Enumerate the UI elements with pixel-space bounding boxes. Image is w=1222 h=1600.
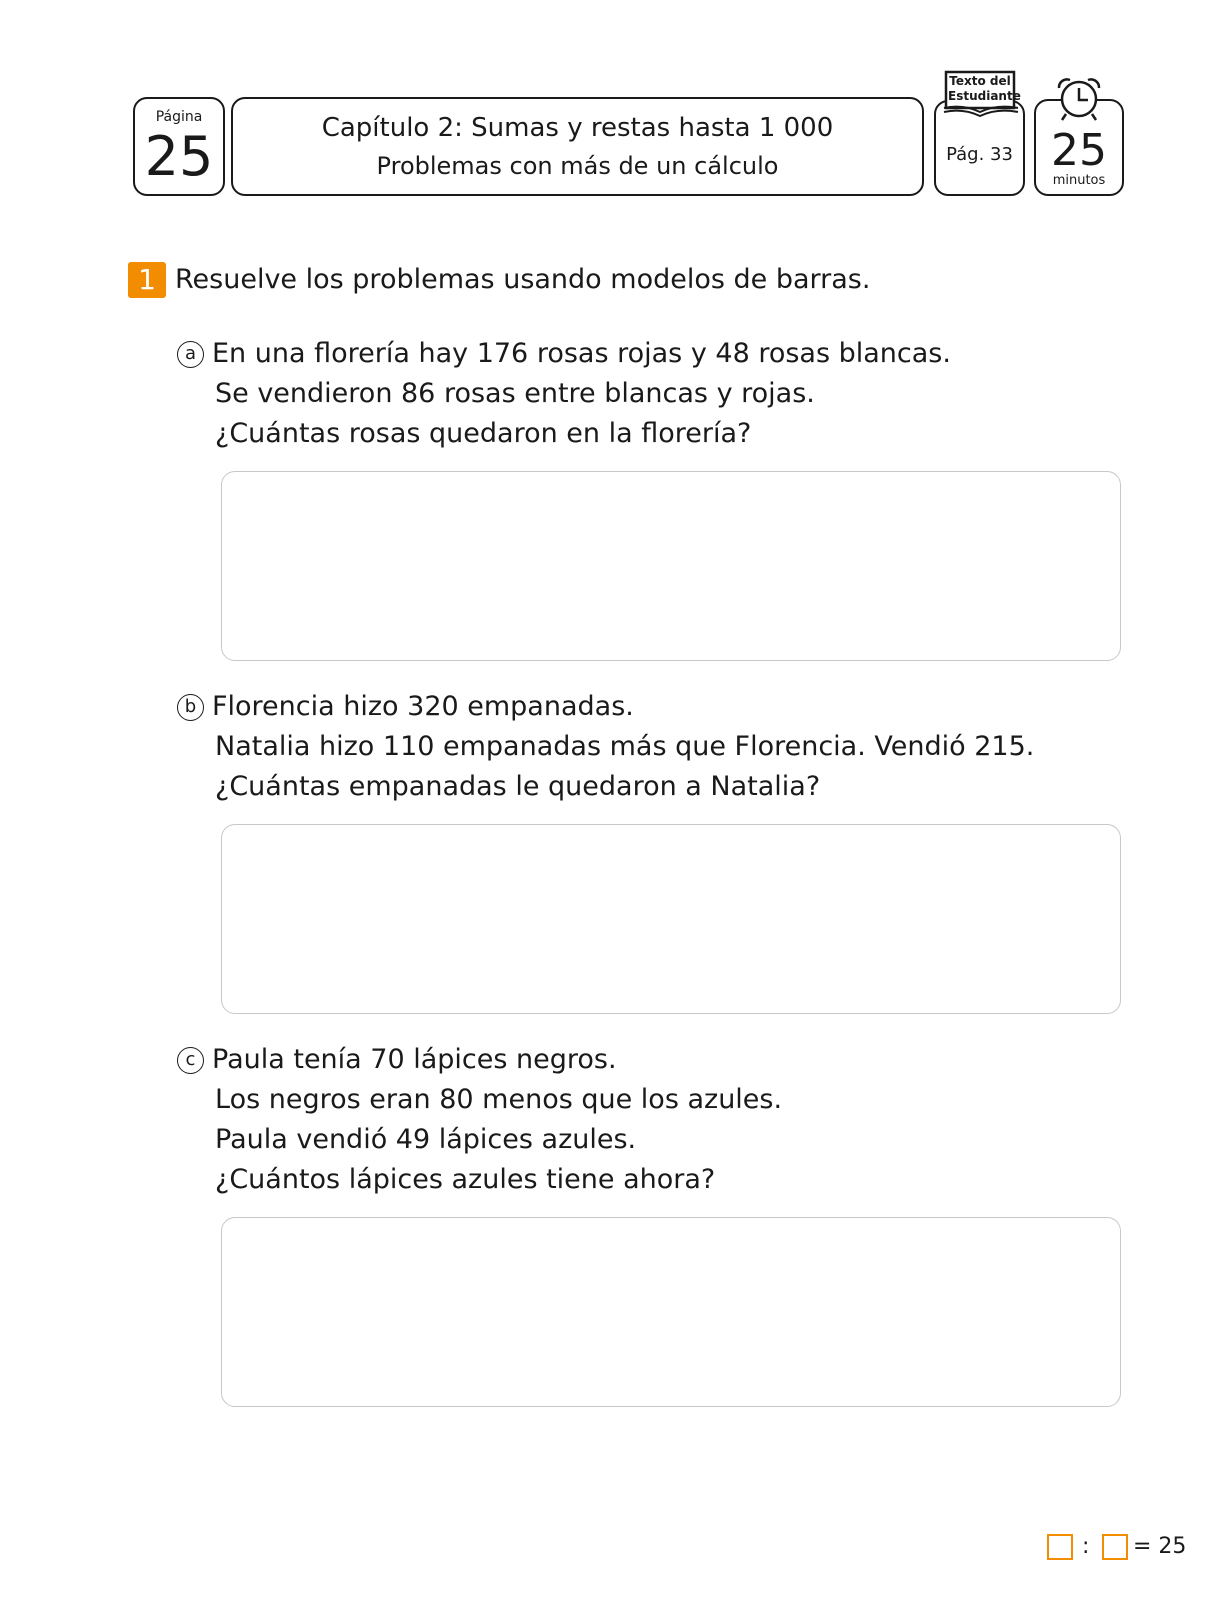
problem-c-line-2: Los negros eran 80 menos que los azules.: [215, 1084, 783, 1115]
textbook-label-line2: Estudiante: [948, 89, 1021, 103]
problem-c-line-4: ¿Cuántos lápices azules tiene ahora?: [215, 1164, 716, 1195]
problem-a-line-1: En una florería hay 176 rosas rojas y 48 rosas blancas.: [212, 338, 951, 369]
problem-a-answer-box[interactable]: [221, 471, 1121, 661]
problem-b-line-2: Natalia hizo 110 empanadas más que Florencia. Vendió 215.: [215, 731, 1035, 762]
alarm-clock-icon: [1054, 76, 1104, 124]
footer-blank-box-1[interactable]: [1047, 1534, 1073, 1560]
chapter-title-box: [231, 97, 924, 196]
page-label: Página: [155, 109, 203, 125]
problem-a-line-3: ¿Cuántas rosas quedaron en la florería?: [215, 418, 752, 449]
textbook-label-line1: Texto del: [949, 74, 1011, 88]
footer-blank-box-2[interactable]: [1102, 1534, 1128, 1560]
textbook-icon: [943, 70, 1020, 122]
exercise-number-badge: 1: [128, 262, 166, 298]
problem-c-line-1: Paula tenía 70 lápices negros.: [212, 1044, 617, 1075]
page-number-box: [133, 97, 225, 196]
problem-b-answer-box[interactable]: [221, 824, 1121, 1014]
problem-b-line-1: Florencia hizo 320 empanadas.: [212, 691, 634, 722]
problem-b-line-3: ¿Cuántas empanadas le quedaron a Natalia?: [215, 771, 821, 802]
lesson-title: Problemas con más de un cálculo: [376, 152, 779, 180]
problem-c-letter: c: [177, 1047, 204, 1074]
footer-result: = 25: [1133, 1534, 1187, 1559]
exercise-instruction: Resuelve los problemas usando modelos de barras.: [175, 264, 871, 295]
page-number: 25: [144, 125, 214, 188]
problem-c-answer-box[interactable]: [221, 1217, 1121, 1407]
problem-a-letter: a: [177, 341, 204, 368]
time-unit: minutos: [1052, 173, 1106, 188]
problem-c-line-3: Paula vendió 49 lápices azules.: [215, 1124, 637, 1155]
footer-separator: :: [1082, 1534, 1090, 1559]
chapter-title: Capítulo 2: Sumas y restas hasta 1 000: [321, 113, 834, 143]
problem-b-letter: b: [177, 694, 204, 721]
textbook-page: Pág. 33: [946, 144, 1013, 165]
problem-a-line-2: Se vendieron 86 rosas entre blancas y rojas.: [215, 378, 815, 409]
time-value: 25: [1051, 125, 1107, 176]
